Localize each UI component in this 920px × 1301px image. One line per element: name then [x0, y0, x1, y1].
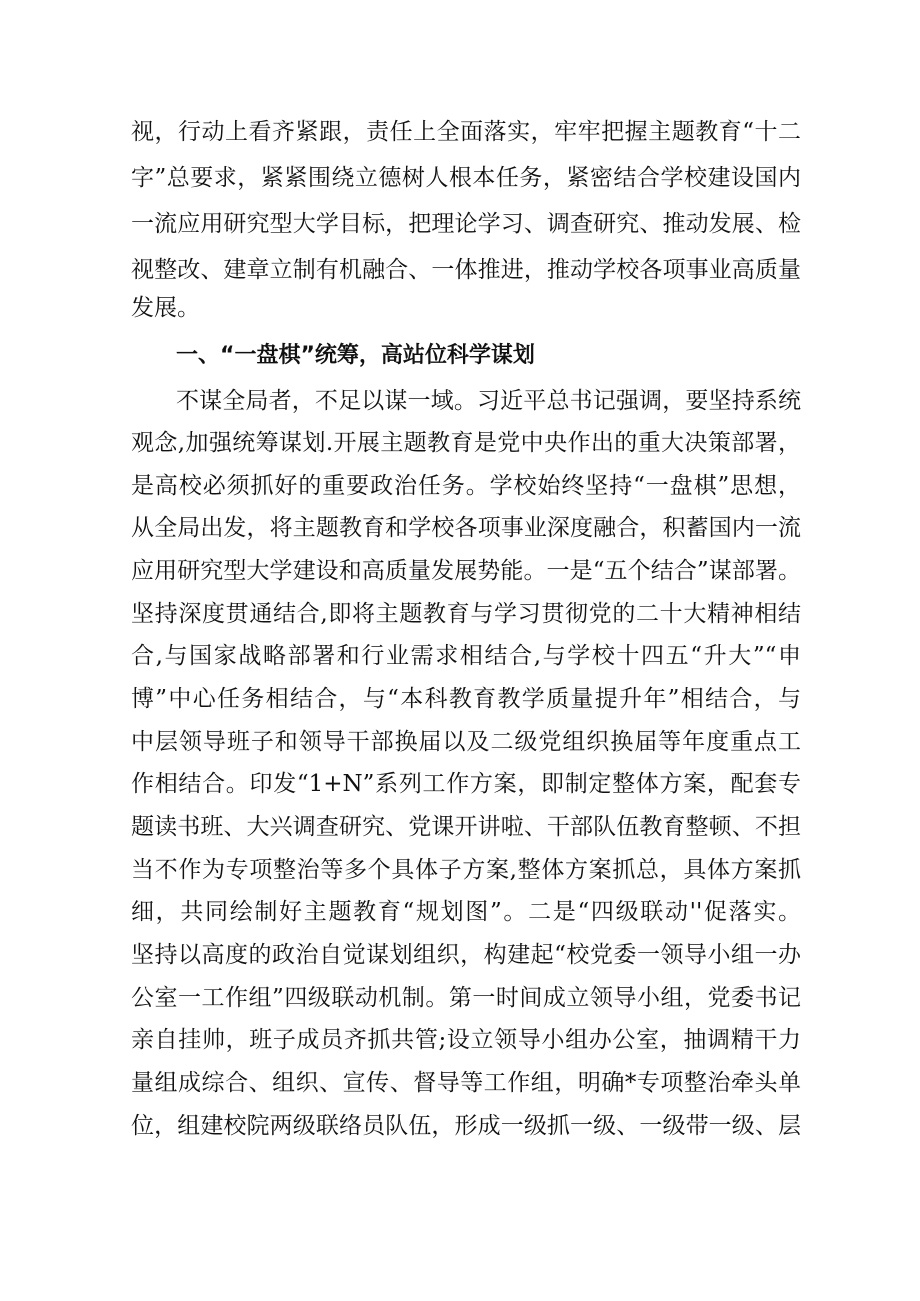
paragraph-line: 细，共同绘制好主题教育“规划图”。二是“四级联动''促落实。 [131, 899, 801, 925]
paragraph-line: 作相结合。印发“1+N”系列工作方案，即制定整体方案，配套专 [131, 771, 801, 797]
paragraph-line: 坚持深度贯通结合,即将主题教育与学习贯彻党的二十大精神相结 [131, 601, 801, 627]
paragraph-line: 不谋全局者，不足以谋一域。习近平总书记强调，要坚持系统 [176, 388, 801, 414]
paragraph-line: 字”总要求，紧紧围绕立德树人根本任务，紧密结合学校建设国内 [131, 165, 801, 191]
paragraph-line: 博”中心任务相结合，与“本科教育教学质量提升年”相结合，与 [131, 686, 801, 712]
paragraph-line: 题读书班、大兴调查研究、党课开讲啦、干部队伍教育整顿、不担 [131, 814, 801, 840]
paragraph-line: 一流应用研究型大学目标，把理论学习、调查研究、推动发展、检 [131, 211, 801, 237]
paragraph-line: 亲自挂帅，班子成员齐抓共管;设立领导小组办公室，抽调精干力 [131, 1027, 801, 1053]
paragraph-line: 观念,加强统筹谋划.开展主题教育是党中央作出的重大决策部署， [131, 430, 801, 456]
paragraph-line: 当不作为专项整治等多个具体子方案,整体方案抓总，具体方案抓 [131, 857, 801, 883]
paragraph-line: 应用研究型大学建设和高质量发展势能。一是“五个结合”谋部署。 [131, 558, 801, 584]
paragraph-line: 公室一工作组”四级联动机制。第一时间成立领导小组，党委书记 [131, 985, 801, 1011]
paragraph-line: 中层领导班子和领导干部换届以及二级党组织换届等年度重点工 [131, 729, 801, 755]
paragraph-line: 是高校必须抓好的重要政治任务。学校始终坚持“一盘棋”思想， [131, 473, 801, 499]
paragraph-line: 位，组建校院两级联络员队伍，形成一级抓一级、一级带一级、层 [131, 1113, 801, 1139]
paragraph-line: 从全局出发，将主题教育和学校各项事业深度融合，积蓄国内一流 [131, 515, 801, 541]
paragraph-line: 量组成综合、组织、宣传、督导等工作组，明确*专项整治牵头单 [131, 1070, 801, 1096]
paragraph-line: 视整改、建章立制有机融合、一体推进，推动学校各项事业高质量 [131, 257, 801, 283]
paragraph-line: 坚持以高度的政治自觉谋划组织，构建起“校党委一领导小组一办 [131, 942, 801, 968]
paragraph-line: 发展。 [131, 295, 200, 321]
paragraph-line: 视，行动上看齐紧跟，责任上全面落实，牢牢把握主题教育“十二 [131, 119, 801, 145]
section-heading: 一、“一盘棋”统筹，高站位科学谋划 [176, 343, 535, 368]
paragraph-line: 合,与国家战略部署和行业需求相结合,与学校十四五“升大”“申 [131, 643, 801, 669]
